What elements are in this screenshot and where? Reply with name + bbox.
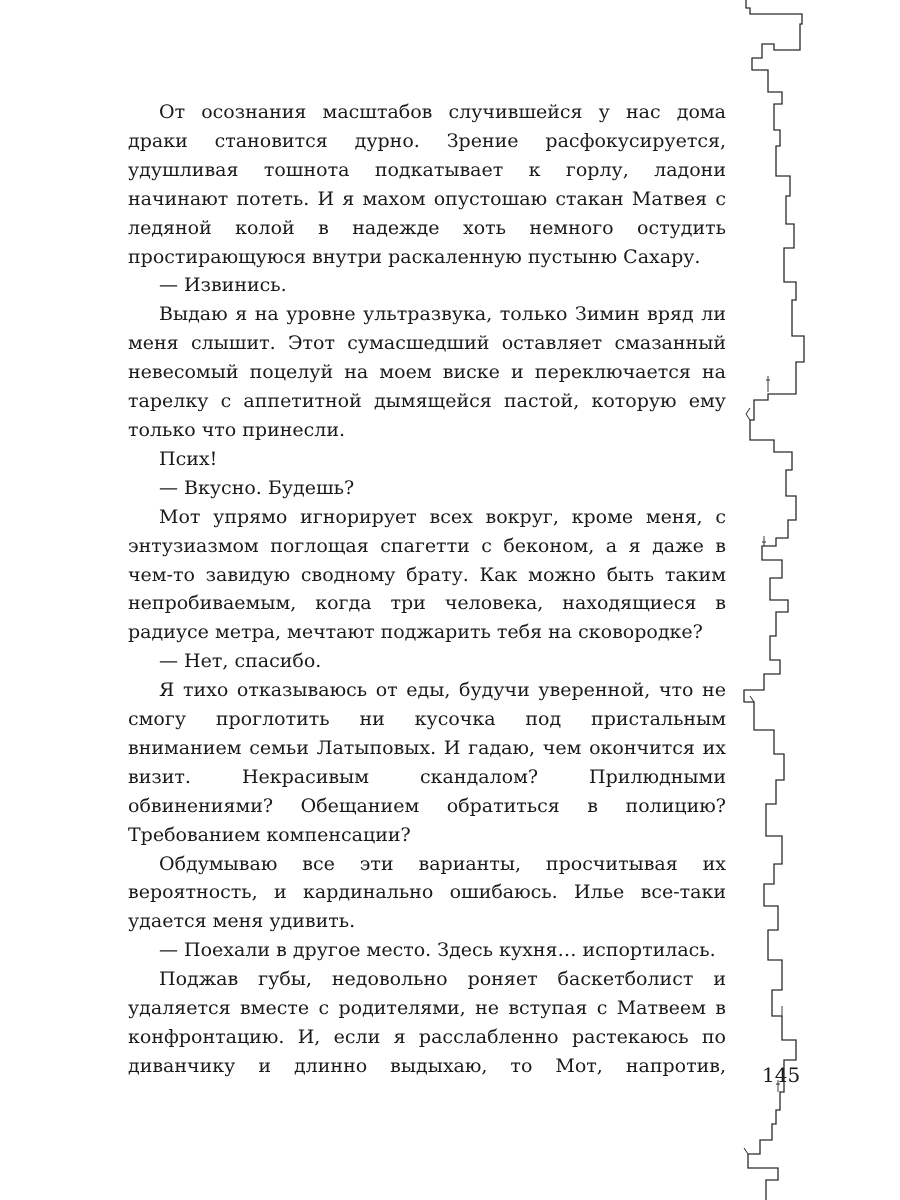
paragraph: Псих! [159, 447, 218, 470]
paragraph: Я тихо отказываюсь от еды, будучи уверенной, что не смогу проглотить ни кусочка под пристальным вниманием семьи Латыповых. И гадаю, чем окончится их визит. Некрасивым скандалом? Прилюдными обвинениями? Обещанием обратиться в полицию? Требованием компенсации? [128, 679, 726, 846]
paragraph: Выдаю я на уровне ультразвука, только Зимин вряд ли меня слышит. Этот сумасшедший оставляет смазанный невесомый поцелуй на моем виске и переключается на тарелку с аппетитной дымящейся пастой, которую ему только что принесли. [128, 303, 726, 441]
paragraph: Мот упрямо игнорирует всех вокруг, кроме меня, с энтузиазмом поглощая спагетти с беконом, а я даже в чем-то завидую сводному брату. Как можно быть таким непробиваемым, когда три человека, находящиеся в радиусе метра, мечтают поджарить тебя на сковородке? [128, 505, 726, 644]
skyline-antenna [762, 376, 782, 1092]
dialogue-line: — Нет, спасибо. [159, 650, 322, 673]
paragraph: Обдумываю все эти варианты, просчитывая их вероятность, и кардинально ошибаюсь. Илье все-таки удается меня удивить. [128, 852, 726, 933]
page-number: 145 [762, 1063, 801, 1087]
paragraph: От осознания масштабов случившейся у нас дома драки становится дурно. Зрение расфокусируется, удушливая тошнота подкатывает к горлу, ладони начинают потеть. И я махом опустошаю стакан Матвея с ледяной колой в надежде хоть немного остудить простирающуюся внутри раскаленную пустыню Сахару. [128, 101, 726, 268]
paragraph: Поджав губы, недовольно роняет баскетболист и удаляется вместе с родителями, не вступая с Матвеем в конфронтацию. И, если я расслабленно растекаюсь по диванчику и длинно выдыхаю, то Мот, напротив, [128, 968, 726, 1077]
skyline-spire [744, 408, 754, 1154]
dialogue-line: — Извинись. [159, 274, 287, 297]
body-text [128, 98, 726, 1081]
skyline-outline [744, 0, 804, 1200]
dialogue-line: — Поехали в другое место. Здесь кухня… испортилась. [159, 939, 716, 962]
city-skyline-decoration [720, 0, 900, 1200]
dialogue-line: — Вкусно. Будешь? [159, 476, 355, 499]
